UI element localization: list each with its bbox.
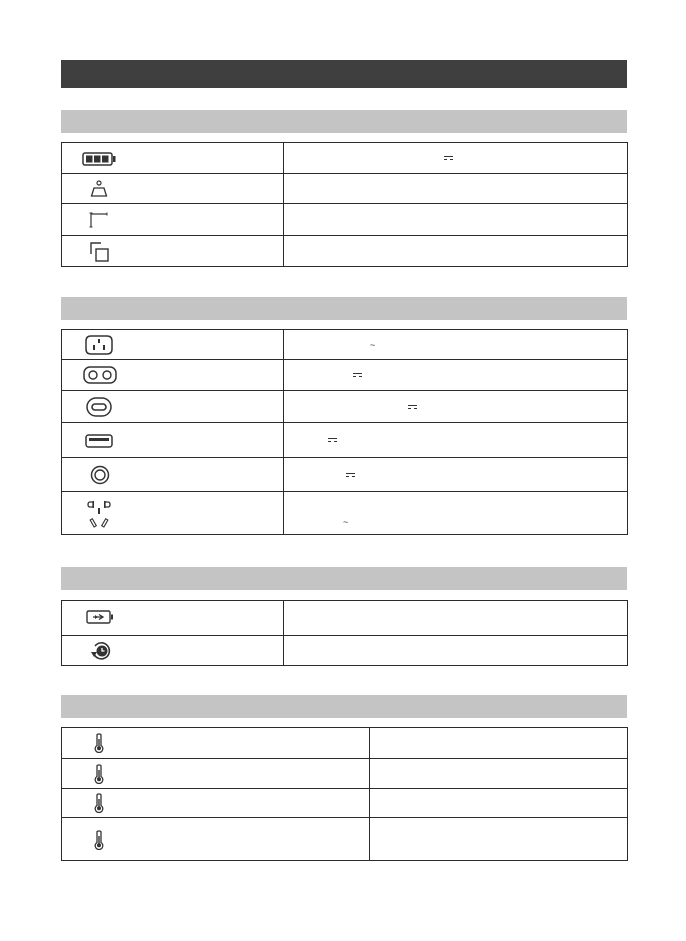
copy-icon <box>90 242 110 262</box>
ac-outlet-icon <box>84 335 114 355</box>
dc-symbol-icon <box>346 473 355 477</box>
table-row <box>62 492 628 535</box>
battery-charging-icon <box>86 610 114 624</box>
thermometer-icon <box>94 830 104 850</box>
table-row <box>62 143 628 174</box>
table-row <box>62 174 628 204</box>
table-row <box>62 818 628 861</box>
spec-value <box>370 818 628 861</box>
spec-table-charging <box>61 600 628 666</box>
ac-symbol-icon: ~ <box>343 517 349 527</box>
table-row <box>62 204 628 236</box>
table-row <box>62 236 628 267</box>
spec-table-general <box>61 142 628 267</box>
table-row <box>62 759 628 789</box>
usb-a-port-icon <box>85 434 113 448</box>
spec-table-temperature <box>61 727 628 861</box>
thermometer-icon <box>94 733 104 753</box>
thermometer-icon <box>94 764 104 784</box>
table-row <box>62 789 628 818</box>
table-row <box>62 360 628 391</box>
car-port-icon <box>83 366 117 384</box>
table-row <box>62 391 628 423</box>
cycle-life-icon <box>90 640 112 662</box>
section-header-general <box>61 110 627 133</box>
ac-symbol-icon: ~ <box>370 339 376 350</box>
ac-plug-icon <box>87 498 111 530</box>
spec-value <box>370 789 628 818</box>
table-row <box>62 728 628 759</box>
section-header-charging <box>61 567 627 590</box>
battery-icon <box>82 152 116 166</box>
dc-symbol-icon <box>408 405 417 409</box>
section-header-temperature <box>61 695 627 718</box>
table-row <box>62 458 628 492</box>
spec-value <box>284 204 628 236</box>
spec-table-ports <box>61 329 628 535</box>
dimensions-icon <box>89 211 109 229</box>
spec-value <box>370 759 628 789</box>
usb-c-port-icon <box>86 397 112 417</box>
thermometer-icon <box>94 793 104 813</box>
spec-value <box>284 174 628 204</box>
table-row <box>62 636 628 666</box>
page-title <box>61 60 627 88</box>
spec-value <box>370 728 628 759</box>
dc-symbol-icon <box>444 156 453 160</box>
spec-value <box>284 636 628 666</box>
weight-icon <box>90 180 108 197</box>
table-row <box>62 601 628 636</box>
table-row <box>62 330 628 360</box>
dc-round-port-icon <box>90 465 110 485</box>
section-header-ports <box>61 297 627 320</box>
dc-symbol-icon <box>328 438 337 442</box>
dc-symbol-icon <box>353 373 362 377</box>
spec-value <box>284 601 628 636</box>
table-row <box>62 423 628 458</box>
spec-value <box>284 236 628 267</box>
